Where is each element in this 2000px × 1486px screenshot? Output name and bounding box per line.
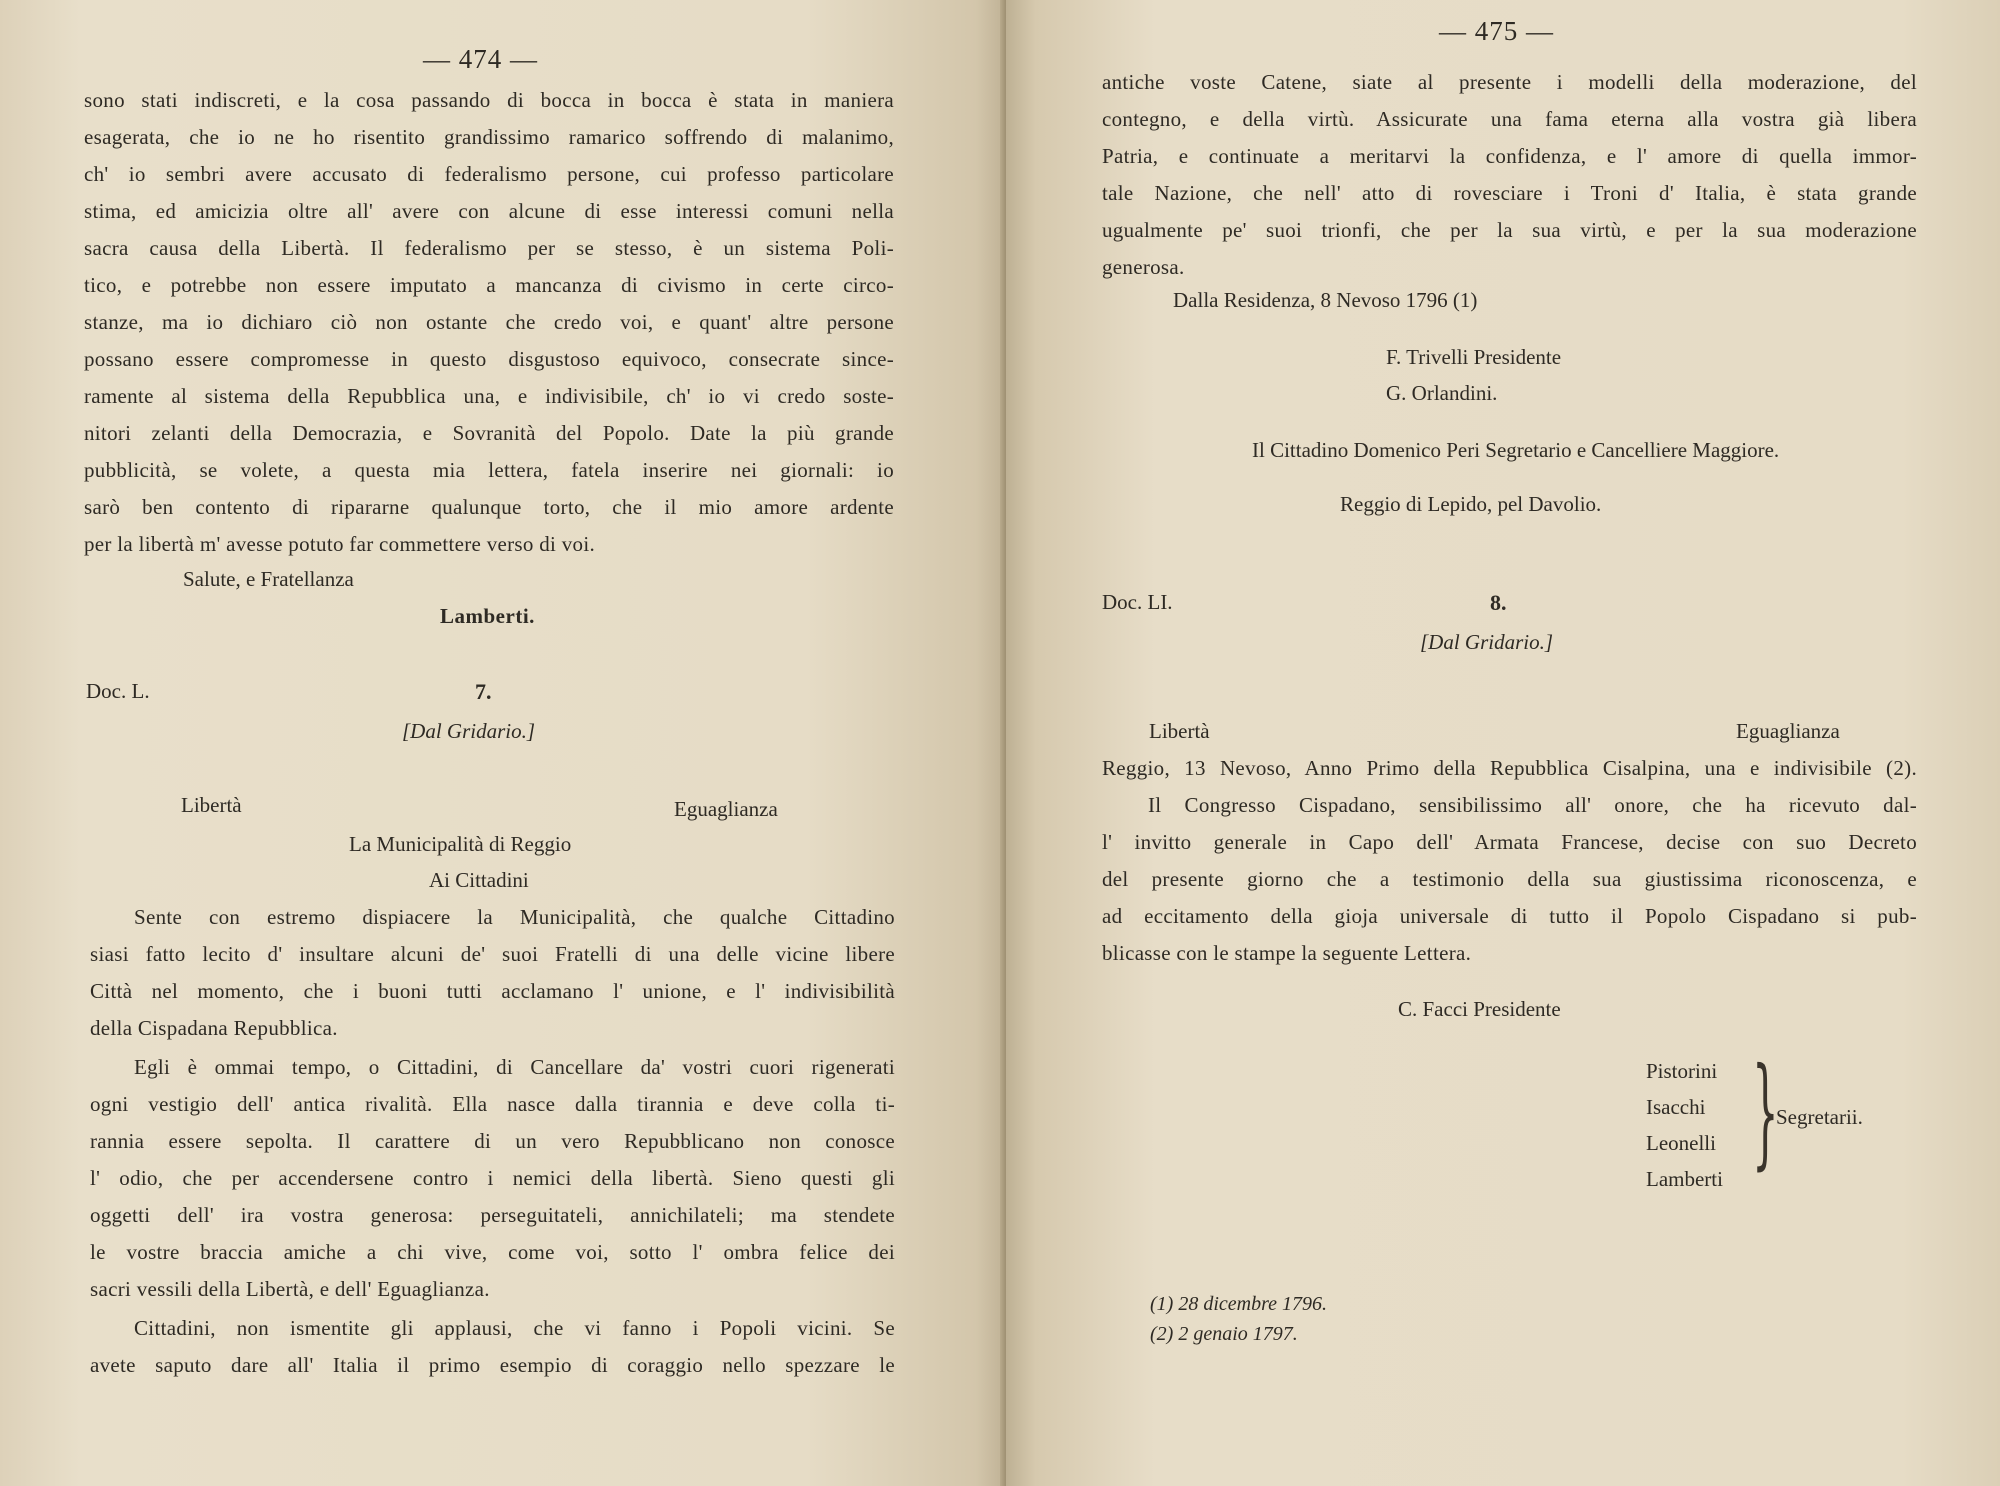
text-line: sacra causa della Libertà. Il federalismo per se stesso, è un sistema Poli- <box>84 236 894 260</box>
text-line: Città nel momento, che i buoni tutti acclamano l' unione, e l' indivisibilità <box>90 979 895 1003</box>
text-line: contegno, e della virtù. Assicurate una fama eterna alla vostra già libera <box>1102 107 1917 131</box>
secretaries-label: Segretarii. <box>1776 1105 1863 1129</box>
text-line: Cittadini, non ismentite gli applausi, che vi fanno i Popoli vicini. Se <box>134 1316 895 1340</box>
text-line: della Cispadana Repubblica. <box>90 1016 338 1040</box>
text-line: oggetti dell' ira vostra generosa: perseguitateli, annichilateli; ma stendete <box>90 1203 895 1227</box>
text-line: ugualmente pe' suoi trionfi, che per la sua virtù, e per la sua moderazione <box>1102 218 1917 242</box>
motto-liberta: Libertà <box>181 793 242 817</box>
page-number-474: — 474 — <box>423 44 538 74</box>
text-line: ramente al sistema della Repubblica una, e indivisibile, ch' io vi credo soste- <box>84 384 894 408</box>
printer-imprint: Reggio di Lepido, pel Davolio. <box>1340 492 1602 516</box>
text-line: sarò ben contento di ripararne qualunque torto, che il mio amore ardente <box>84 495 894 519</box>
secretary-name: Lamberti <box>1646 1167 1723 1191</box>
signatory-president: F. Trivelli Presidente <box>1386 345 1562 369</box>
text-line: tico, e potrebbe non essere imputato a mancanza di civismo in certe circo- <box>84 273 894 297</box>
signature: Lamberti. <box>440 604 535 628</box>
signatory-orlandini: G. Orlandini. <box>1386 381 1498 405</box>
signatory-secretary: Il Cittadino Domenico Peri Segretario e Cancelliere Maggiore. <box>1252 438 1780 462</box>
text-line: l' invitto generale in Capo dell' Armata Francese, decise con suo Decreto <box>1102 830 1917 854</box>
text-line: pubblicità, se volete, a questa mia lettera, fatela inserire nei giornali: io <box>84 458 894 482</box>
text-line: l' odio, che per accendersene contro i nemici della libertà. Sieno questi gli <box>90 1166 895 1190</box>
decree-body <box>1102 750 1917 972</box>
issuer: La Municipalità di Reggio <box>349 832 572 856</box>
text-line: rannia essere sepolta. Il carattere di un vero Repubblicano non conosce <box>90 1129 895 1153</box>
motto-eguaglianza: Eguaglianza <box>674 797 778 821</box>
text-line: ogni vestigio dell' antica rivalità. Ella nasce dalla tirannia e deve colla ti- <box>90 1092 895 1116</box>
proclamation-body <box>90 899 895 1384</box>
footnote-2: (2) 2 genaio 1797. <box>1150 1323 1298 1345</box>
footnote-1: (1) 28 dicembre 1796. <box>1150 1293 1327 1315</box>
issue-date: Dalla Residenza, 8 Nevoso 1796 (1) <box>1173 288 1478 312</box>
text-line: siasi fatto lecito d' insultare alcuni de' suoi Fratelli di una delle vicine libere <box>90 942 895 966</box>
text-line: antiche voste Catene, siate al presente i modelli della moderazione, del <box>1102 70 1917 94</box>
text-line: possano essere compromesse in questo disgustoso equivoco, consecrate since- <box>84 347 894 371</box>
text-line: Egli è ommai tempo, o Cittadini, di Cancellare da' vostri cuori rigenerati <box>134 1055 895 1079</box>
text-line: sono stati indiscreti, e la cosa passando di bocca in bocca è stata in maniera <box>84 88 894 112</box>
doc-label: Doc. LI. <box>1102 590 1173 614</box>
doc-number: 7. <box>475 679 492 704</box>
motto-liberta: Libertà <box>1149 719 1210 743</box>
secretaries-list <box>1646 1053 1723 1197</box>
text-line: tale Nazione, che nell' atto di rovesciare i Troni d' Italia, è stata grande <box>1102 181 1917 205</box>
page-number-475: — 475 — <box>1439 16 1554 46</box>
text-line: stima, ed amicizia oltre all' avere con alcune di esse interessi comuni nella <box>84 199 894 223</box>
text-line: per la libertà m' avesse potuto far commettere verso di voi. <box>84 532 596 556</box>
letter-body <box>84 82 894 563</box>
closing: Salute, e Fratellanza <box>183 567 354 591</box>
text-line: del presente giorno che a testimonio della sua giustissima riconoscenza, e <box>1102 867 1917 891</box>
source-note: [Dal Gridario.] <box>402 719 536 743</box>
text-line: ad eccitamento della gioja universale di tutto il Popolo Cispadano si pub- <box>1102 904 1917 928</box>
secretary-name: Isacchi <box>1646 1095 1706 1119</box>
motto-eguaglianza: Eguaglianza <box>1736 719 1840 743</box>
dateline: Reggio, 13 Nevoso, Anno Primo della Repubblica Cisalpina, una e indivisibile (2). <box>1102 756 1917 780</box>
continuation-body <box>1102 64 1917 286</box>
text-line: blicasse con le stampe la seguente Lettera. <box>1102 941 1472 965</box>
brace-icon: } <box>1752 1043 1779 1182</box>
text-line: nitori zelanti della Democrazia, e Sovranità del Popolo. Date la più grande <box>84 421 894 445</box>
text-line: avete saputo dare all' Italia il primo esempio di coraggio nello spezzare le <box>90 1353 895 1377</box>
source-note: [Dal Gridario.] <box>1420 630 1554 654</box>
text-line: generosa. <box>1102 255 1185 279</box>
text-line: stanze, ma io dichiaro ciò non ostante che credo voi, e quant' altre persone <box>84 310 894 334</box>
text-line: Patria, e continuate a meritarvi la confidenza, e l' amore di quella immor- <box>1102 144 1917 168</box>
addressee: Ai Cittadini <box>429 868 529 892</box>
text-line: ch' io sembri avere accusato di federalismo persone, cui professo particolare <box>84 162 894 186</box>
text-line: Sente con estremo dispiacere la Municipalità, che qualche Cittadino <box>134 905 895 929</box>
text-line: Il Congresso Cispadano, sensibilissimo all' onore, che ha ricevuto dal- <box>1148 793 1917 817</box>
secretary-name: Leonelli <box>1646 1131 1716 1155</box>
president-signature: C. Facci Presidente <box>1398 997 1561 1021</box>
secretary-name: Pistorini <box>1646 1059 1718 1083</box>
doc-number: 8. <box>1490 590 1507 615</box>
right-page <box>1006 0 2000 1486</box>
text-line: sacri vessili della Libertà, e dell' Eguaglianza. <box>90 1277 490 1301</box>
doc-label: Doc. L. <box>86 679 150 703</box>
text-line: esagerata, che io ne ho risentito grandissimo ramarico soffrendo di malanimo, <box>84 125 894 149</box>
text-line: le vostre braccia amiche a chi vive, come voi, sotto l' ombra felice dei <box>90 1240 895 1264</box>
